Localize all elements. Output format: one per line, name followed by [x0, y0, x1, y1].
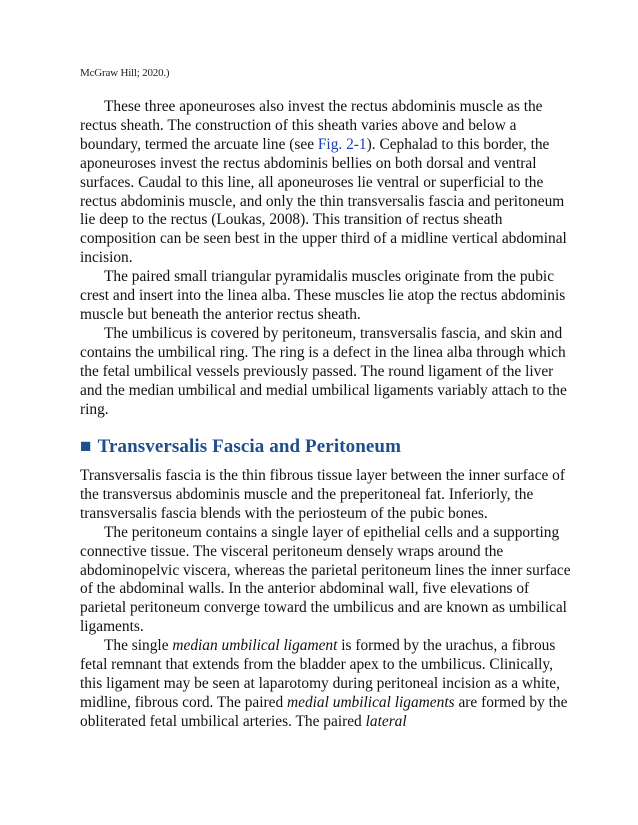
- paragraph-text: These three aponeuroses also invest the rectus abdominis muscle as the rectus sheath. The construction of this sheath varies above and below a boundary, termed the arcuate line (see: [80, 98, 543, 153]
- figure-link[interactable]: Fig. 2-1: [317, 135, 367, 153]
- paragraph-text: is formed by the urachus, a fibrous fetal remnant that extends from the bladder apex to the umbilicus. Clinically, this ligament may be seen at laparotomy during peritoneal incision as a white, midline, fibrous cord. The paired: [80, 637, 560, 711]
- paragraph-umbilical-ligaments: [80, 637, 572, 732]
- italic-term: medial umbilical ligaments: [287, 693, 455, 711]
- italic-term: lateral: [365, 712, 407, 730]
- paragraph-text: The single: [104, 637, 173, 655]
- paragraph-text: ). Cephalad to this border, the aponeuroses invest the rectus abdominis bellies on both dorsal and ventral surfaces. Caudal to this line, all aponeuroses lie ventral or superficial to the rectus abdominis muscle, and only the thin transversalis fascia and peritoneum lie deep to the rectus (Loukas, 2008). This transition of rectus sheath composition can be seen best in the upper third of a midline vertical abdominal incision.: [80, 135, 567, 267]
- body-text-top: [80, 98, 572, 419]
- running-head: McGraw Hill; 2020.): [80, 67, 170, 79]
- body-text-section: [80, 467, 572, 732]
- paragraph-peritoneum: The peritoneum contains a single layer of epithelial cells and a supporting connective tissue. The visceral peritoneum densely wraps around the abdominopelvic viscera, whereas the parietal peritoneum lines the inner surface of the abdominal walls. In the anterior abdominal wall, five elevations of parietal peritoneum converge toward the umbilicus and are known as umbilical ligaments.: [80, 523, 571, 636]
- section-title: Transversalis Fascia and Peritoneum: [97, 436, 402, 457]
- section-heading-wrap: [80, 436, 572, 458]
- section-heading: [80, 436, 572, 458]
- square-bullet-icon: ■: [80, 436, 92, 457]
- paragraph-pyramidalis: The paired small triangular pyramidalis muscles originate from the pubic crest and insert into the linea alba. These muscles lie atop the rectus abdominis muscle but beneath the anterior rectus sheath.: [80, 268, 566, 323]
- paragraph-rectus-sheath: [80, 98, 572, 268]
- paragraph-transversalis-fascia: Transversalis fascia is the thin fibrous tissue layer between the inner surface of the transversus abdominis muscle and the preperitoneal fat. Inferiorly, the transversalis fascia blends with the periosteum of the pubic bones.: [80, 467, 565, 522]
- paragraph-text: are formed by the obliterated fetal umbilical arteries. The paired: [80, 693, 568, 730]
- paragraph-umbilicus: The umbilicus is covered by peritoneum, transversalis fascia, and skin and contains the umbilical ring. The ring is a defect in the linea alba through which the fetal umbilical vessels previously passed. The round ligament of the liver and the median umbilical and medial umbilical ligaments variably attach to the ring.: [80, 324, 567, 418]
- italic-term: median umbilical ligament: [172, 637, 338, 655]
